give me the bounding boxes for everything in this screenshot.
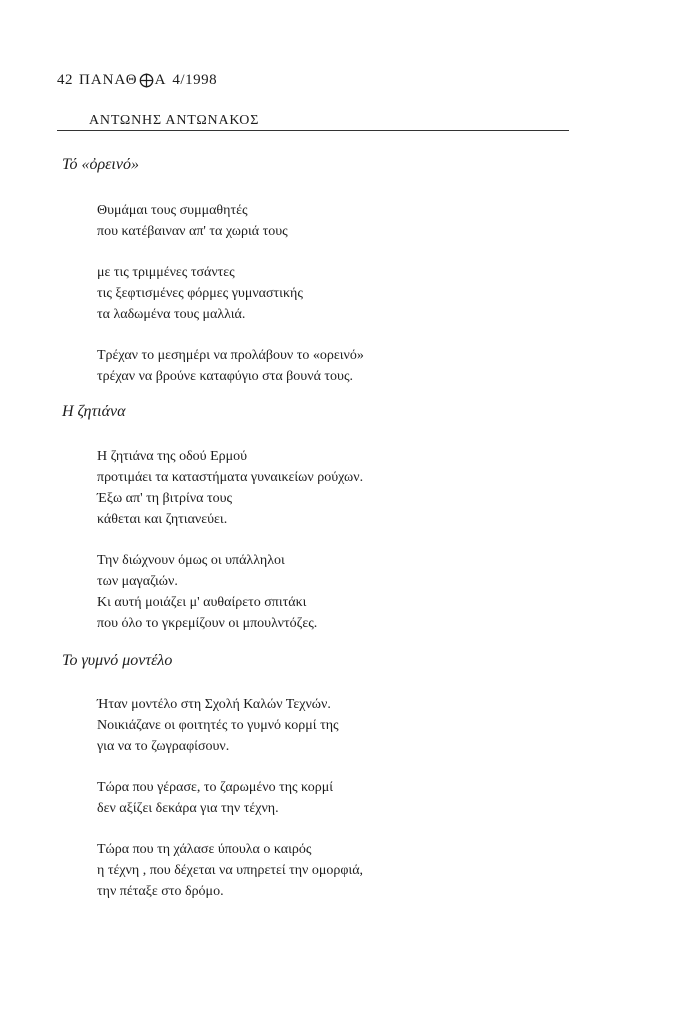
- poem-line: με τις τριμμένες τσάντες: [97, 265, 235, 280]
- poem-line: Τώρα που γέρασε, το ζαρωμένο της κορμί: [97, 780, 334, 795]
- poem-title: Η ζητιάνα: [62, 403, 126, 420]
- poem-line: Την διώχνουν όμως οι υπάλληλοι: [97, 553, 285, 568]
- stanza: [97, 550, 317, 634]
- stanza: [97, 345, 364, 387]
- poem-line: που κατέβαιναν απ' τα χωριά τους: [97, 224, 288, 239]
- page-number: 42: [57, 72, 73, 88]
- circled-cross-logo-icon: [139, 73, 154, 88]
- author-name: ΑΝΤΩΝΗΣ ΑΝΤΩΝΑΚΟΣ: [89, 113, 260, 128]
- poem-line: η τέχνη , που δέχεται να υπηρετεί την ομορφιά,: [97, 863, 364, 878]
- page-header: [57, 72, 217, 89]
- poem-line: Ήταν μοντέλο στη Σχολή Καλών Τεχνών.: [97, 697, 331, 712]
- issue-number: 4/1998: [172, 72, 218, 88]
- poem-line: δεν αξίζει δεκάρα για την τέχνη.: [97, 801, 279, 816]
- poem-title: Τό «ὀρεινό»: [62, 156, 139, 173]
- poem-line: Θυμάμαι τους συμμαθητές: [97, 203, 248, 218]
- stanza: [97, 446, 363, 530]
- poem-line: Νοικιάζανε οι φοιτητές το γυμνό κορμί της: [97, 718, 339, 733]
- header-rule: [57, 130, 569, 131]
- poem-line: Κι αυτή μοιάζει μ' αυθαίρετο σπιτάκι: [97, 595, 307, 610]
- poem-line: που όλο το γκρεμίζουν οι μπουλντόζες.: [97, 616, 318, 631]
- stanza: [97, 262, 303, 325]
- stanza: [97, 839, 363, 902]
- poem-line: των μαγαζιών.: [97, 574, 178, 589]
- poem-line: Η ζητιάνα της οδού Ερμού: [97, 449, 248, 464]
- poem-line: τρέχαν να βρούνε καταφύγιο στα βουνά τους.: [97, 369, 353, 384]
- poem-line: Τρέχαν το μεσημέρι να προλάβουν το «ορεινό»: [97, 348, 364, 363]
- journal-name: [79, 72, 166, 89]
- poem-line: Τώρα που τη χάλασε ύπουλα ο καιρός: [97, 842, 312, 857]
- journal-name-right: Α: [154, 72, 167, 88]
- journal-name-left: ΠΑΝΑΘ: [79, 72, 138, 88]
- poem-line: τις ξεφτισμένες φόρμες γυμναστικής: [97, 286, 303, 301]
- poem-line: την πέταξε στο δρόμο.: [97, 884, 224, 899]
- poem-line: για να το ζωγραφίσουν.: [97, 739, 230, 754]
- poem-line: Έξω απ' τη βιτρίνα τους: [97, 491, 233, 506]
- poem-title: Το γυμνό μοντέλο: [62, 652, 173, 669]
- poem-line: κάθεται και ζητιανεύει.: [97, 512, 228, 527]
- poem-line: προτιμάει τα καταστήματα γυναικείων ρούχων.: [97, 470, 364, 485]
- stanza: [97, 694, 339, 757]
- poem-line: τα λαδωμένα τους μαλλιά.: [97, 307, 246, 322]
- stanza: [97, 777, 333, 819]
- stanza: [97, 200, 288, 242]
